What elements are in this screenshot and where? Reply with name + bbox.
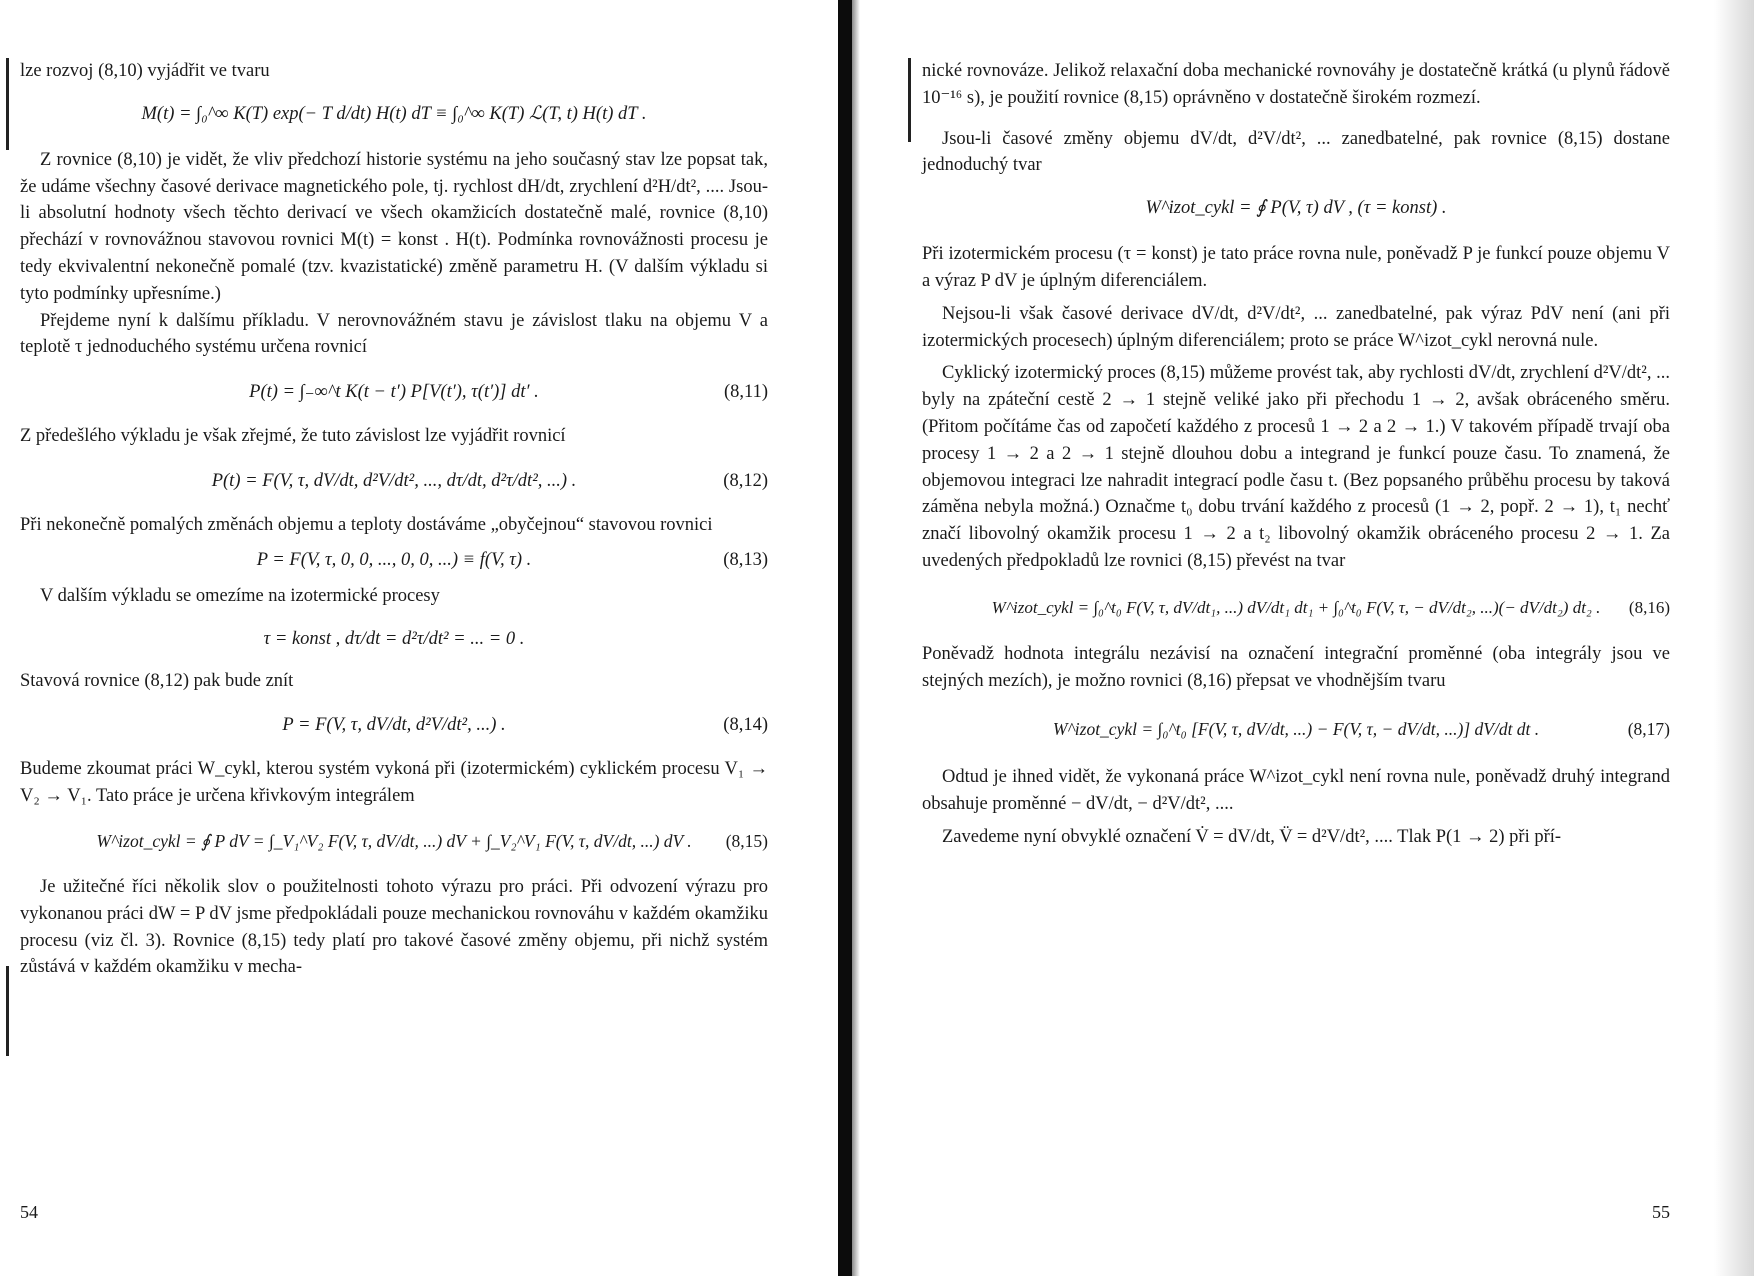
equation-body: W^izot_cykl = ∮ P dV = ∫_V₁^V₂ F(V, τ, dV/dt, ...) dV + ∫_V₂^V₁ F(V, τ, dV/dt, ...) dV . [96,830,692,851]
margin-bar [6,58,9,150]
equation-body: W^izot_cykl = ∫₀^t₀ [F(V, τ, dV/dt, ...) − F(V, τ, − dV/dt, ...)] dV/dt dt . [1052,719,1540,740]
equation-number: (8,16) [1628,597,1670,617]
page-edge-shadow [1714,0,1754,1276]
equation-body: P = F(V, τ, 0, 0, ..., 0, 0, ...) ≡ f(V, τ) . [256,549,532,570]
equation-body: P(t) = ∫₋∞^t K(t − t′) P[V(t′), τ(t′)] dt′ . [249,382,539,403]
margin-bar [6,966,9,1056]
equation-body: W^izot_cykl = ∮ P(V, τ) dV , (τ = konst) . [1145,198,1447,219]
left-page [20,58,768,1228]
equation [20,464,768,498]
equation-body: M(t) = ∫₀^∞ K(T) exp(− T d/dt) H(t) dT ≡ ∫₀^∞ K(T) ℒ(T, t) H(t) dT . [141,103,647,124]
equation-number: (8,15) [725,830,768,851]
paragraph: Budeme zkoumat práci W_cykl, kterou systém vykoná při (izotermickém) cyklickém procesu V₁ → V₂ → V₁. Tato práce je určena křivkovým integrálem [20,759,768,807]
paragraph: Je užitečné říci několik slov o použitelnosti tohoto výrazu pro práci. Při odvození výrazu pro vykonanou práci dW = P dV jsme předpokládali pouze mechanickou rovnováhu v každém okamžiku procesu (viz čl. 3). Rovnice (8,15) tedy platí pro takové časové změny objemu, při nichž systém zůstává v každém okamžiku v mecha- [20,876,768,978]
equation-body: τ = konst , dτ/dt = d²τ/dt² = ... = 0 . [263,628,525,649]
spine-shadow [852,0,860,1276]
paragraph: Stavová rovnice (8,12) pak bude znít [20,670,294,691]
equation-number: (8,13) [723,549,768,570]
page-number: 55 [1652,1202,1670,1222]
paragraph: Přejdeme nyní k dalšímu příkladu. V nerovnovážném stavu je závislost tlaku na objemu V a teplotě τ jednoduchého systému určena rovnicí [20,310,768,358]
paragraph: V dalším výkladu se omezíme na izotermické procesy [40,585,440,606]
page-number: 54 [20,1202,38,1222]
book-spine [838,0,852,1276]
paragraph: Z předešlého výkladu je však zřejmé, že tuto závislost lze vyjádřit rovnicí [20,426,566,447]
paragraph: Jsou-li časové změny objemu dV/dt, d²V/dt², ... zanedbatelné, pak rovnice (8,15) dostane jednoduchý tvar [922,128,1670,176]
paragraph: lze rozvoj (8,10) vyjádřit ve tvaru [20,61,270,81]
paragraph: Cyklický izotermický proces (8,15) můžeme provést tak, aby rychlosti dV/dt, zrychlení d²V/dt², ... byly na zpáteční cestě 2 → 1 stejně veliké jako při přechodu 1 → 2, avšak obráceného směru. (Přitom počítáme čas od započetí každého z procesů 1 → 2 a 2 → 1.) V takovém případě trvají oba procesy 1 → 2 a 2 → 1 stejně dlouhou dobu a integrand je funkcí pouze času. To znamená, že objemovou integraci lze nahradit integrací podle času t. (Bez popsaného průběhu procesu by taková záměna nebyla možná.) Označme t₀ dobu trvání každého z procesů (1 → 2, popř. 2 → 1), t₁ nechť značí libovolný okamžik procesu 1 → 2 a t₂ libovolný okamžik obráceného procesu 2 → 1. Za uvedených předpokladů lze rovnici (8,15) převést na tvar [922,363,1670,571]
equation [20,622,768,656]
equation [20,708,768,742]
equation-number: (8,17) [1627,719,1670,740]
right-page [922,58,1670,1228]
paragraph: Z rovnice (8,10) je vidět, že vliv předchozí historie systému na jeho současný stav lze popsat tak, že udáme všechny časové derivace magnetického pole, tj. rychlost dH/dt, zrychlení d²H/dt², .... Jsou-li absolutní hodnoty všech těchto derivací ve všech okamžicích dostatečně malé, rovnice (8,10) přechází v rovnovážnou stavovou rovnici M(t) = konst . H(t). Podmínka rovnovážnosti procesu je tedy ekvivalentní nekonečně pomalé (tzv. kvazistatické) změně parametru H. (V dalším výkladu si tyto podmínky upřesníme.) [20,149,768,304]
equation-body: P = F(V, τ, dV/dt, d²V/dt², ...) . [282,715,506,736]
paragraph: Zavedeme nyní obvyklé označení V̇ = dV/dt, V̈ = d²V/dt², .... Tlak P(1 → 2) při pří- [942,826,1562,847]
margin-bar [908,58,911,142]
paragraph: nické rovnováze. Jelikož relaxační doba mechanické rovnováhy je dostatečně krátká (u plynů řádově 10⁻¹⁶ s), je použití rovnice (8,15) oprávněno v dostatečně širokém rozmezí. [922,61,1670,108]
equation-body: P(t) = F(V, τ, dV/dt, d²V/dt², ..., dτ/dt, d²τ/dt², ...) . [211,470,577,491]
equation-number: (8,12) [723,470,768,491]
equation-number: (8,11) [723,382,768,403]
equation [20,375,768,409]
equation [922,712,1670,746]
paragraph: Při nekonečně pomalých změnách objemu a teploty dostáváme „obyčejnou“ stavovou rovnici [20,514,713,535]
equation [922,591,1670,625]
equation [922,191,1670,225]
paragraph: Odtud je ihned vidět, že vykonaná práce W^izot_cykl není rovna nule, poněvadž druhý integrand obsahuje proměnné − dV/dt, − d²V/dt², .... [922,767,1670,815]
paragraph: Poněvadž hodnota integrálu nezávisí na označení integrační proměnné (oba integrály jsou ve stejných mezích), je možno rovnici (8,16) přepsat ve vhodnějším tvaru [922,643,1670,691]
equation [20,97,768,131]
paragraph: Nejsou-li však časové derivace dV/dt, d²V/dt², ... zanedbatelné, pak výraz PdV není (ani při izotermických procesech) úplným diferenciálem; proto se práce W^izot_cykl nerovná nule. [922,303,1670,351]
equation [20,543,768,577]
equation-body: W^izot_cykl = ∫₀^t₀ F(V, τ, dV/dt₁, ...) dV/dt₁ dt₁ + ∫₀^t₀ F(V, τ, − dV/dt₂, ...)(− dV/dt₂) dt₂ . [991,597,1601,617]
equation-number: (8,14) [723,715,768,736]
equation [20,824,768,858]
paragraph: Při izotermickém procesu (τ = konst) je tato práce rovna nule, poněvadž P je funkcí pouze objemu V a výraz P dV je úplným diferenciálem. [922,244,1670,291]
